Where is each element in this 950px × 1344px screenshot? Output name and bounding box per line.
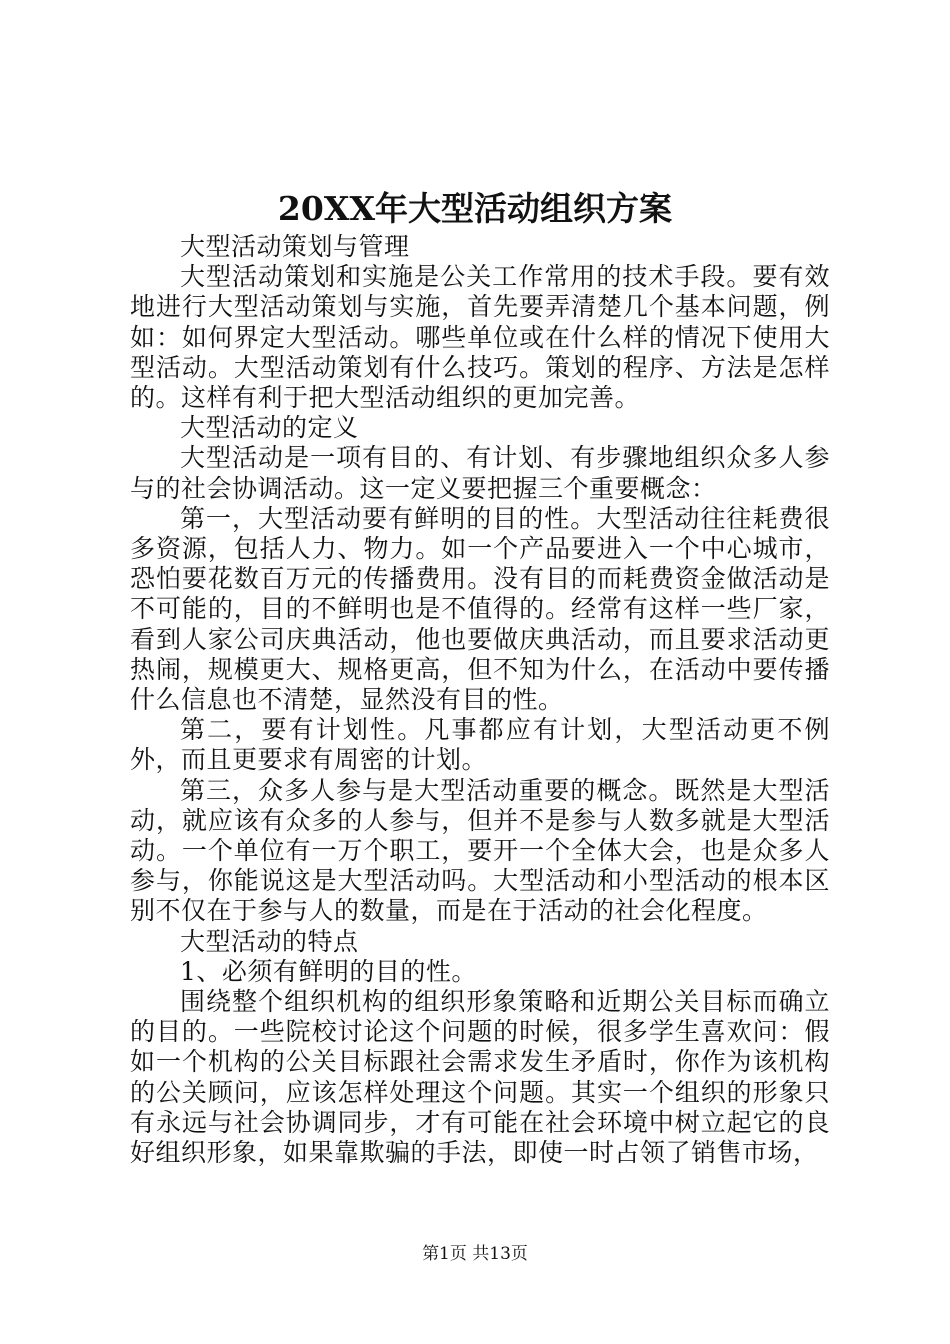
section-heading: 大型活动的定义 [180,413,359,443]
section-heading: 大型活动策划与管理 [180,232,410,261]
body-paragraph: 第一，大型活动要有鲜明的目的性。大型活动往往耗费很多资源，包括人力、物力。如一个产品要进入一个中心城市，恐怕要花数百万元的传播费用。没有目的而耗费资金做活动是不可能的，目的不鲜明也是不值得的。经常有这样一些厂家，看到人家公司庆典活动，他也要做庆典活动，而且要求活动更热闹，规模更大、规格更高，但不知为什么，在活动中要传播什么信息也不清楚，显然没有目的性。 [130,503,830,715]
document-title: 20XX年大型活动组织方案 [277,189,673,228]
body-paragraph: 大型活动是一项有目的、有计划、有步骤地组织众多人参与的社会协调活动。这一定义要把握三个重要概念： [130,443,830,503]
body-paragraph: 大型活动策划和实施是公关工作常用的技术手段。要有效地进行大型活动策划与实施，首先要弄清楚几个基本问题，例如：如何界定大型活动。哪些单位或在什么样的情况下使用大型活动。大型活动策划有什么技巧。策划的程序、方法是怎样的。这样有利于把大型活动组织的更加完善。 [130,262,830,413]
section-heading: 大型活动的特点 [180,926,359,956]
body-paragraph: 第二，要有计划性。凡事都应有计划，大型活动更不例外，而且更要求有周密的计划。 [130,715,830,775]
document-body [130,232,830,1168]
list-item-heading: 1、必须有鲜明的目的性。 [180,956,477,986]
page-number-footer: 第1页 共13页 [422,1244,528,1264]
body-paragraph: 第三，众多人参与是大型活动重要的概念。既然是大型活动，就应该有众多的人参与，但并不是参与人数多就是大型活动。一个单位有一万个职工，要开一个全体大会，也是众多人参与，你能说这是大型活动吗。大型活动和小型活动的根本区别不仅在于参与人的数量，而是在于活动的社会化程度。 [130,775,830,926]
body-paragraph: 围绕整个组织机构的组织形象策略和近期公关目标而确立的目的。一些院校讨论这个问题的时候，很多学生喜欢问：假如一个机构的公关目标跟社会需求发生矛盾时，你作为该机构的公关顾问，应该怎样处理这个问题。其实一个组织的形象只有永远与社会协调同步，才有可能在社会环境中树立起它的良好组织形象，如果靠欺骗的手法，即使一时占领了销售市场， [130,987,830,1168]
